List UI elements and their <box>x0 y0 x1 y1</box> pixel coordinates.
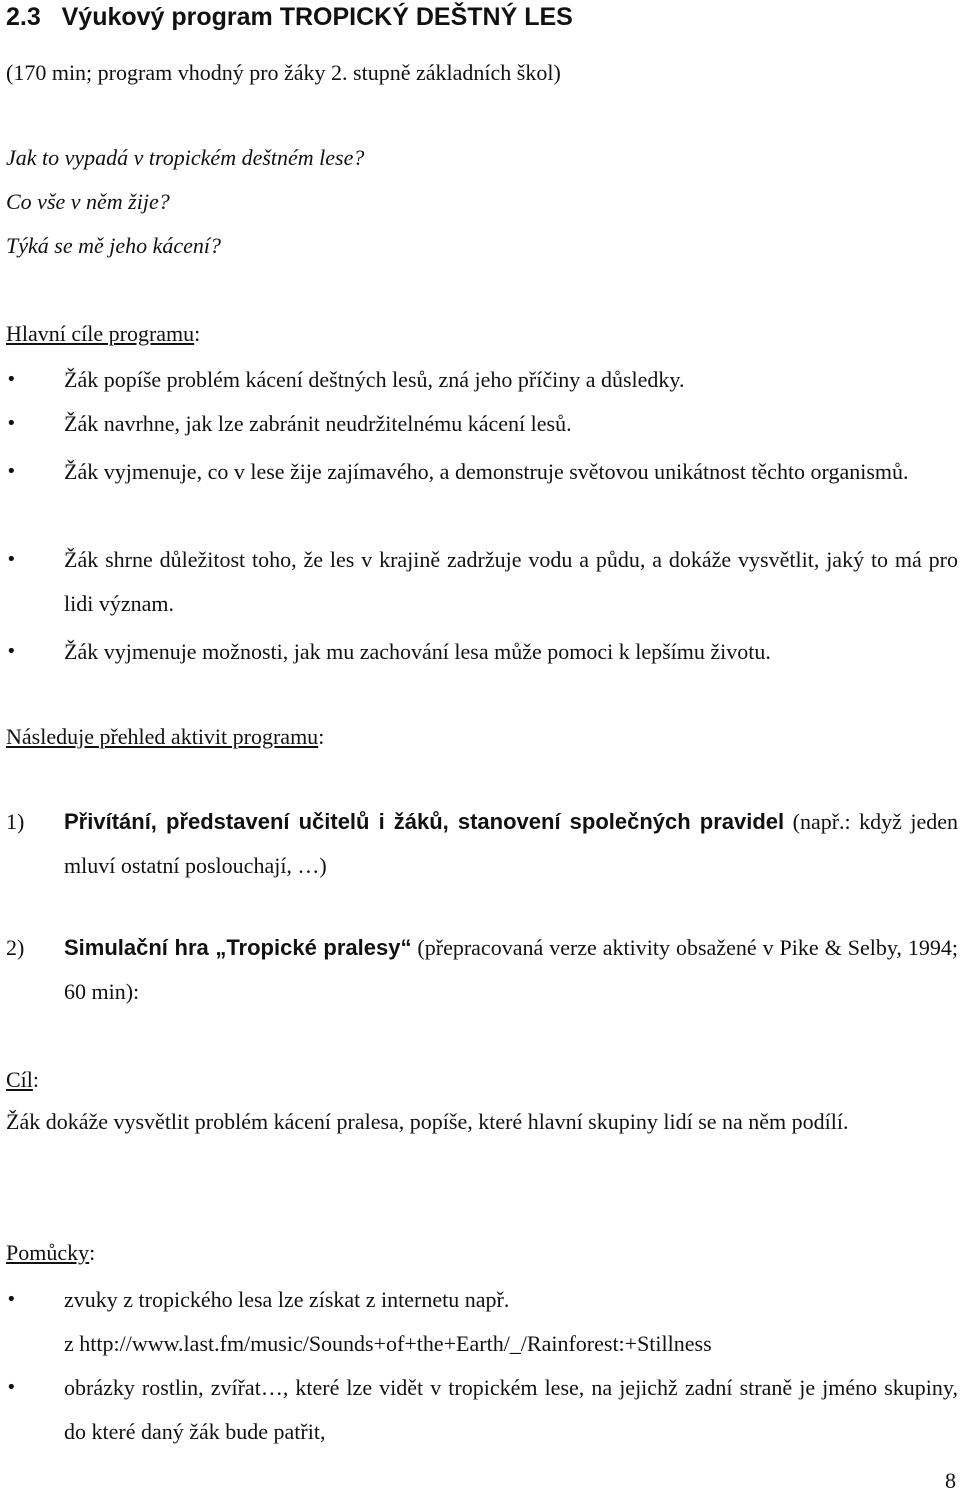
activity-2-title: Simulační hra „Tropické pralesy“ <box>64 935 412 960</box>
section-heading <box>6 2 573 32</box>
overview-label: Následuje přehled aktivit programu <box>6 724 319 749</box>
bullet-icon: • <box>6 1377 17 1398</box>
question-2: Co vše v něm žije? <box>6 189 170 214</box>
question-1: Jak to vypadá v tropickém deštném lese? <box>6 145 365 170</box>
aids-item-2: obrázky rostlin, zvířat…, které lze vidět v tropickém lese, na jejichž zadní straně je jméno skupiny, do které daný žák bude patřit, <box>64 1375 958 1444</box>
activity-1 <box>64 800 958 888</box>
goals-label: Hlavní cíle programu <box>6 321 195 346</box>
activity-1-note: (např.: když jeden mluví ostatní poslouchají, …) <box>64 809 959 878</box>
bullet-icon: • <box>6 549 17 570</box>
goal-label: Cíl <box>6 1067 33 1092</box>
goal-heading: Cíl: <box>6 1067 40 1092</box>
activity-2-note: (přepracovaná verze aktivity obsažené v Pike & Selby, 1994; 60 min): <box>64 935 958 1004</box>
goal-item-1: Žák popíše problém kácení deštných lesů, zná jeho příčiny a důsledky. <box>64 367 685 392</box>
bullet-icon: • <box>6 1289 17 1310</box>
goal-item-5: Žák vyjmenuje možnosti, jak mu zachování lesa může pomoci k lepšímu životu. <box>64 639 771 664</box>
bullet-icon: • <box>6 413 17 434</box>
activity-2-number: 2) <box>6 935 25 960</box>
program-subtitle: (170 min; program vhodný pro žáky 2. stupně základních škol) <box>6 60 561 85</box>
goals-heading: Hlavní cíle programu: <box>6 321 201 346</box>
bullet-icon: • <box>6 461 17 482</box>
sounds-url: z http://www.last.fm/music/Sounds+of+the+Earth/_/Rainforest:+Stillness <box>64 1331 712 1356</box>
bullet-icon: • <box>6 369 17 390</box>
bullet-icon: • <box>6 641 17 662</box>
aids-heading: Pomůcky: <box>6 1240 96 1265</box>
section-title: Výukový program TROPICKÝ DEŠTNÝ LES <box>61 3 573 31</box>
overview-heading: Následuje přehled aktivit programu: <box>6 724 325 749</box>
goal-item-3: Žák vyjmenuje, co v lese žije zajímavého, a demonstruje světovou unikátnost těchto organismů. <box>64 459 909 484</box>
goal-text: Žák dokáže vysvětlit problém kácení pralesa, popíše, které hlavní skupiny lidí se na něm podílí. <box>6 1109 849 1134</box>
goal-item-4: Žák shrne důležitost toho, že les v krajině zadržuje vodu a půdu, a dokáže vysvětlit, jaký to má pro lidi význam. <box>64 547 958 616</box>
section-number: 2.3 <box>6 3 41 31</box>
activity-1-number: 1) <box>6 809 25 834</box>
aids-label: Pomůcky <box>6 1240 90 1265</box>
activity-1-title: Přivítání, představení učitelů i žáků, stanovení společných pravidel <box>64 809 785 834</box>
aids-item-1: zvuky z tropického lesa lze získat z internetu např. z http://www.last.fm/music/Sounds+of+the+Earth/_/Rainforest:+Stillness <box>64 1278 958 1366</box>
question-3: Týká se mě jeho kácení? <box>6 233 222 258</box>
goal-item-2: Žák navrhne, jak lze zabránit neudržitelnému kácení lesů. <box>64 411 572 436</box>
page-number: 8 <box>945 1468 956 1493</box>
activity-2 <box>64 926 958 1014</box>
